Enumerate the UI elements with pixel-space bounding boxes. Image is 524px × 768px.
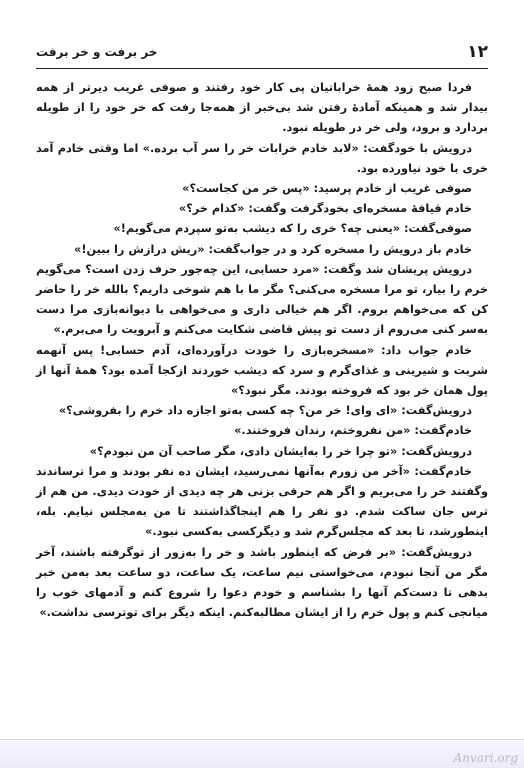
paragraph: خادم باز درویش را مسخره کرد و در جواب‌گفت: «ریش درازش را ببین!» [74,242,472,256]
paragraph: خادم‌گفت: «من نفروختم، رندان فروختند.» [234,424,472,438]
paragraph: درویش با خودگفت: «لابد خادم خرابات خر را سر آب برده.» اما وقتی خادم آمد خری با خود نیاورده بود. [36,141,488,175]
paragraph: صوفی‌گفت: «یعنی چه؟ خری را که دیشب به‌تو سپردم می‌گویم!» [113,222,472,236]
footer-bar [0,739,524,768]
paragraph: درویش‌گفت: «ای وای! خر من؟ چه کسی به‌تو اجازه داد خرم را بفروشی؟» [58,404,472,418]
paragraph: خادم قیافهٔ مسخره‌ای بخودگرفت وگفت: «کدام خر؟» [178,202,472,216]
paragraph: صوفی غریب از خادم پرسید: «پس خر من کجاست؟» [182,182,472,196]
page-number: ۱۲ [467,42,488,62]
running-title: خر برفت و خر برفت [36,45,158,59]
paragraph: خادم‌گفت: «آخر من زورم به‌آنها نمی‌رسید، ایشان ده نفر بودند و مرا ترساندند وگفتند خر را می‌بریم و اگر هم حرفی بزنی هر چه دیدی از خودت دیدی. من هم از ترس جان ساکت شدم. دو نفر را هم اینجاگذاشتند تا من به‌مجلس نیایم. بله، اینطورشد، تا بعد که مجلس‌گرم شد و دیگرکسی به‌کسی نبود.» [36,464,488,539]
paragraph: فردا صبح زود همهٔ خراباتیان پی کار خود رفتند و صوفی غریب دیرتر از همه بیدار شد و همینکه آمادهٔ رفتن شد بی‌خبر از همه‌جا رفت که خر خود را از طویله بردارد و برود، ولی خر در طویله نبود. [36,81,488,135]
paragraph: خادم جواب داد: «مسخره‌بازی را خودت درآورده‌ای، آدم حسابی! پس آنهمه شربت و شیرینی و غذای‌گرم و سرد که دیشب خوردند ازکجا آمده بود؟ همهٔ آنها از پول همان خر بود که فروخته بودند. مگر نبود؟» [36,343,488,398]
header-rule [36,68,488,69]
watermark: Anvari.org [453,751,518,765]
page-header [36,40,488,68]
paragraph: درویش‌گفت: «بر فرض که اینطور باشد و خر را به‌زور از توگرفته باشند، آخر مگر من آنجا نبودم، می‌خواستی نیم ساعت، یک ساعت، دو ساعت بعد به‌من خبر بدهی تا دست‌کم آنها را بشناسم و خودم دعوا را شروع کنم و آدمهای خوب را میانجی کنم و پول خرم را از ایشان مطالبه‌کنم. اینکه دیگر برای توترسی نداشت.» [36,545,488,620]
paragraph: درویش‌گفت: «تو چرا خر را به‌ایشان دادی، مگر صاحب آن من نبودم؟» [89,444,472,458]
paragraph: درویش پریشان شد وگفت: «مرد حسابی، این چه‌جور حرف زدن است؟ می‌گویم خرم را بیار، تو مرا مسخره می‌کنی؟ مگر ما با هم شوخی داریم؟ بالله خر را حاضر کن که می‌خواهم بروم. اگر هم خیالی داری و می‌خواهی با دیوانه‌بازی مرا دست به‌سر کنی می‌روم از دست تو پیش قاضی شکایت می‌کنم و آبرویت را می‌برم.» [36,262,488,337]
body-text [36,78,488,623]
